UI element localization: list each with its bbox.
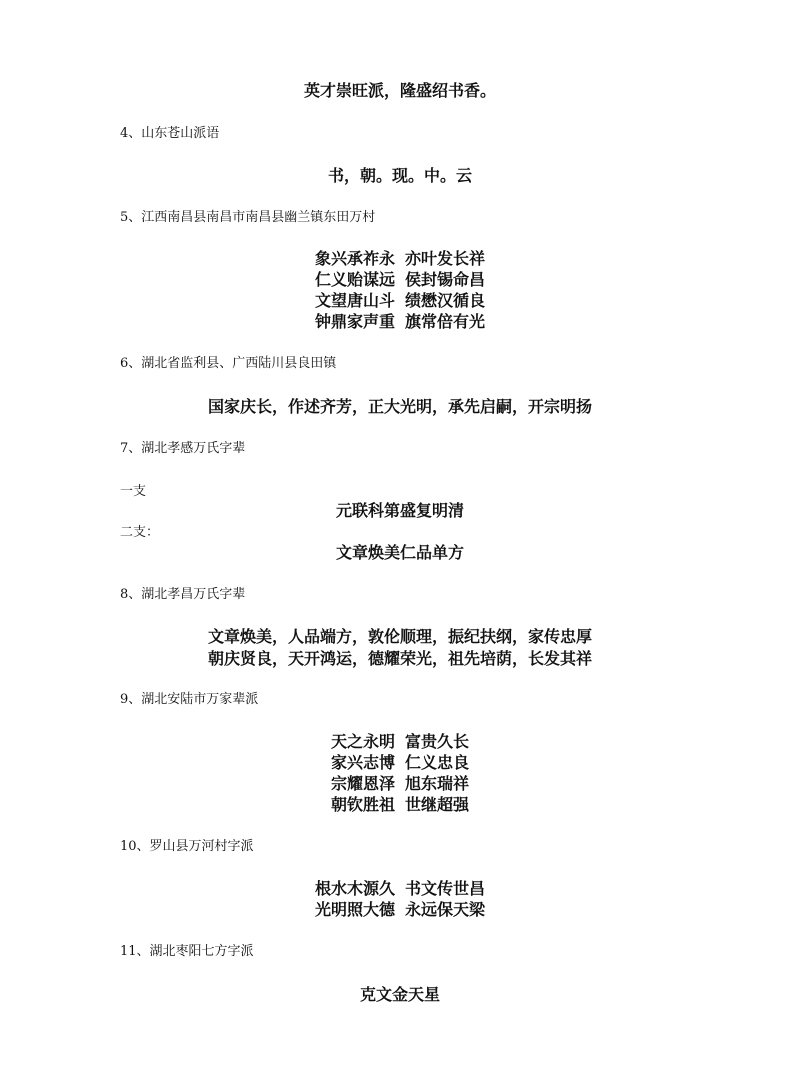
verse-part: 书文传世昌 bbox=[405, 879, 486, 898]
verse-line: 朝庆贤良，天开鸿运，德耀荣光，祖先培荫，长发其祥 bbox=[207, 649, 592, 668]
verse-part: 朝钦胜祖 bbox=[330, 795, 395, 814]
verse-part: 永远保天梁 bbox=[405, 900, 486, 919]
verse-part: 家兴志博 bbox=[330, 753, 395, 772]
verse-part: 绩懋汉循良 bbox=[405, 291, 486, 310]
verse-line bbox=[0, 773, 800, 794]
verse-part: 世继超强 bbox=[405, 795, 470, 814]
verse-part: 宗耀恩泽 bbox=[330, 774, 395, 793]
section-heading-8: 8、湖北孝昌万氏字辈 bbox=[120, 587, 246, 602]
section-heading-5: 5、江西南昌县南昌市南昌县幽兰镇东田万村 bbox=[120, 210, 376, 225]
section-heading-9: 9、湖北安陆市万家辈派 bbox=[120, 692, 259, 707]
section-heading-10: 10、罗山县万河村字派 bbox=[120, 839, 254, 854]
verse-part: 旗常倍有光 bbox=[405, 312, 486, 331]
verse-part: 富贵久长 bbox=[405, 732, 470, 751]
verse-line bbox=[0, 794, 800, 815]
intro-line: 英才崇旺派，隆盛绍书香。 bbox=[303, 81, 496, 100]
verse-part: 亦叶发长祥 bbox=[405, 249, 486, 268]
verse-line bbox=[0, 752, 800, 773]
verse-line: 文章焕美，人品端方，敦伦顺理，振纪扶纲，家传忠厚 bbox=[207, 627, 592, 646]
branch-label-2: 二支： bbox=[120, 525, 160, 540]
section-heading-6: 6、湖北省监利县、广西陆川县良田镇 bbox=[120, 356, 337, 371]
section-heading-7: 7、湖北孝感万氏字辈 bbox=[120, 441, 246, 456]
branch-text-2: 文章焕美仁品单方 bbox=[335, 543, 464, 562]
verse-line bbox=[0, 290, 800, 311]
verse-part: 仁义贻谋远 bbox=[314, 270, 395, 289]
verse-line bbox=[0, 248, 800, 269]
verse-part: 旭东瑞祥 bbox=[405, 774, 470, 793]
verse-part: 光明照大德 bbox=[314, 900, 395, 919]
verse-line bbox=[0, 311, 800, 332]
branch-label-1: 一支 bbox=[120, 484, 147, 499]
verse-part: 象兴承祚永 bbox=[314, 249, 395, 268]
verse-part: 侯封锡命昌 bbox=[405, 270, 486, 289]
section-heading-4: 4、山东苍山派语 bbox=[120, 126, 220, 141]
verse-part: 根水木源久 bbox=[314, 879, 395, 898]
verse-part: 仁义忠良 bbox=[405, 753, 470, 772]
section-text-6: 国家庆长，作述齐芳，正大光明，承先启嗣，开宗明扬 bbox=[207, 397, 592, 416]
section-heading-11: 11、湖北枣阳七方字派 bbox=[120, 944, 254, 959]
verse-line bbox=[0, 878, 800, 899]
verse-part: 钟鼎家声重 bbox=[314, 312, 395, 331]
verse-line bbox=[0, 731, 800, 752]
verse-line bbox=[0, 899, 800, 920]
branch-text-1: 元联科第盛复明清 bbox=[335, 501, 464, 520]
verse-part: 天之永明 bbox=[330, 732, 395, 751]
section-text-11: 克文金天星 bbox=[359, 985, 440, 1004]
verse-line bbox=[0, 269, 800, 290]
section-text-4: 书，朝。现。中。云 bbox=[327, 166, 472, 185]
verse-part: 文望唐山斗 bbox=[314, 291, 395, 310]
